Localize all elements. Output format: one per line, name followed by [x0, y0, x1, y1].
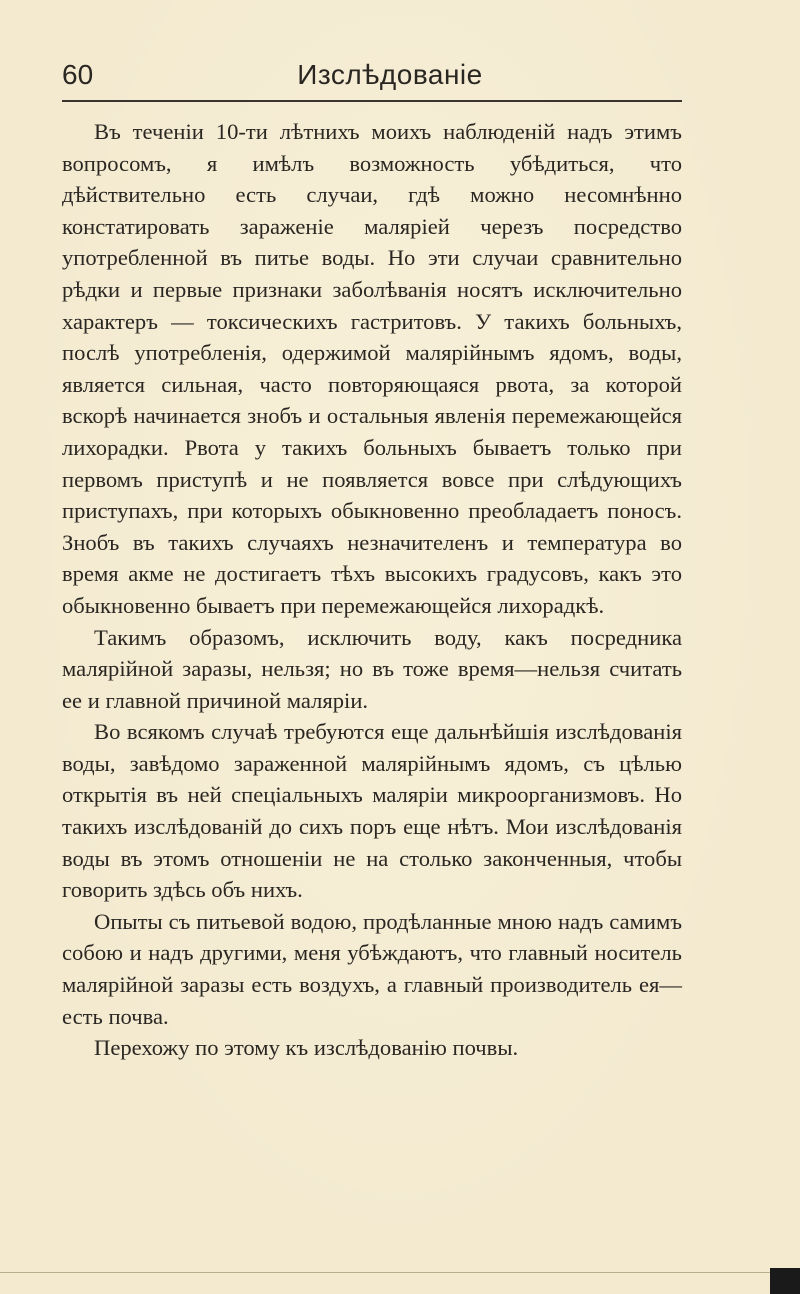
page-number: 60 [62, 59, 94, 90]
header-rule [62, 100, 682, 102]
running-title: Изслѣдованіе [297, 59, 483, 90]
paragraph: Во всякомъ случаѣ требуются еще дальнѣйшія изслѣдованія воды, завѣдомо зараженной малярійнымъ ядомъ, съ цѣлью открытія въ ней спеціальныхъ маляріи микроорганизмовъ. Но такихъ изслѣдованій до сихъ поръ еще нѣтъ. Мои изслѣдованія воды въ этомъ отношеніи не на столько законченныя, чтобы говорить здѣсь объ нихъ. [62, 719, 682, 903]
scan-corner-mark [770, 1268, 800, 1294]
body-text [62, 116, 682, 1064]
paragraph: Такимъ образомъ, исключить воду, какъ посредника малярійной заразы, нельзя; но въ тоже время—нельзя считать ее и главной причиной маляріи. [62, 624, 682, 713]
paragraph: Перехожу по этому къ изслѣдованію почвы. [94, 1035, 519, 1061]
page-header [62, 58, 682, 98]
scan-bottom-edge [0, 1272, 800, 1273]
paragraph: Въ теченіи 10-ти лѣтнихъ моихъ наблюденій надъ этимъ вопросомъ, я имѣлъ возможность убѣдиться, что дѣйствительно есть случаи, гдѣ можно несомнѣнно констатировать зараженіе маляріей черезъ посредство употребленной въ питье воды. Но эти случаи сравнительно рѣдки и первые признаки заболѣванія носятъ исключительно характеръ — токсическихъ гастритовъ. У такихъ больныхъ, послѣ употребленія, одержимой малярійнымъ ядомъ, воды, является сильная, часто повторяющаяся рвота, за которой вскорѣ начинается знобъ и остальныя явленія перемежающейся лихорадки. Рвота у такихъ больныхъ бываетъ только при первомъ приступѣ и не появляется вовсе при слѣдующихъ приступахъ, при которыхъ обыкновенно преобладаетъ поносъ. Знобъ въ такихъ случаяхъ незначителенъ и температура во время акме не достигаетъ тѣхъ высокихъ градусовъ, какъ это обыкновенно бываетъ при перемежающейся лихорадкѣ. [62, 119, 682, 618]
paragraph: Опыты съ питьевой водою, продѣланные мною надъ самимъ собою и надъ другими, меня убѣждаютъ, что главный носитель малярійной заразы есть воздухъ, а главный производитель ея—есть почва. [62, 908, 682, 1029]
